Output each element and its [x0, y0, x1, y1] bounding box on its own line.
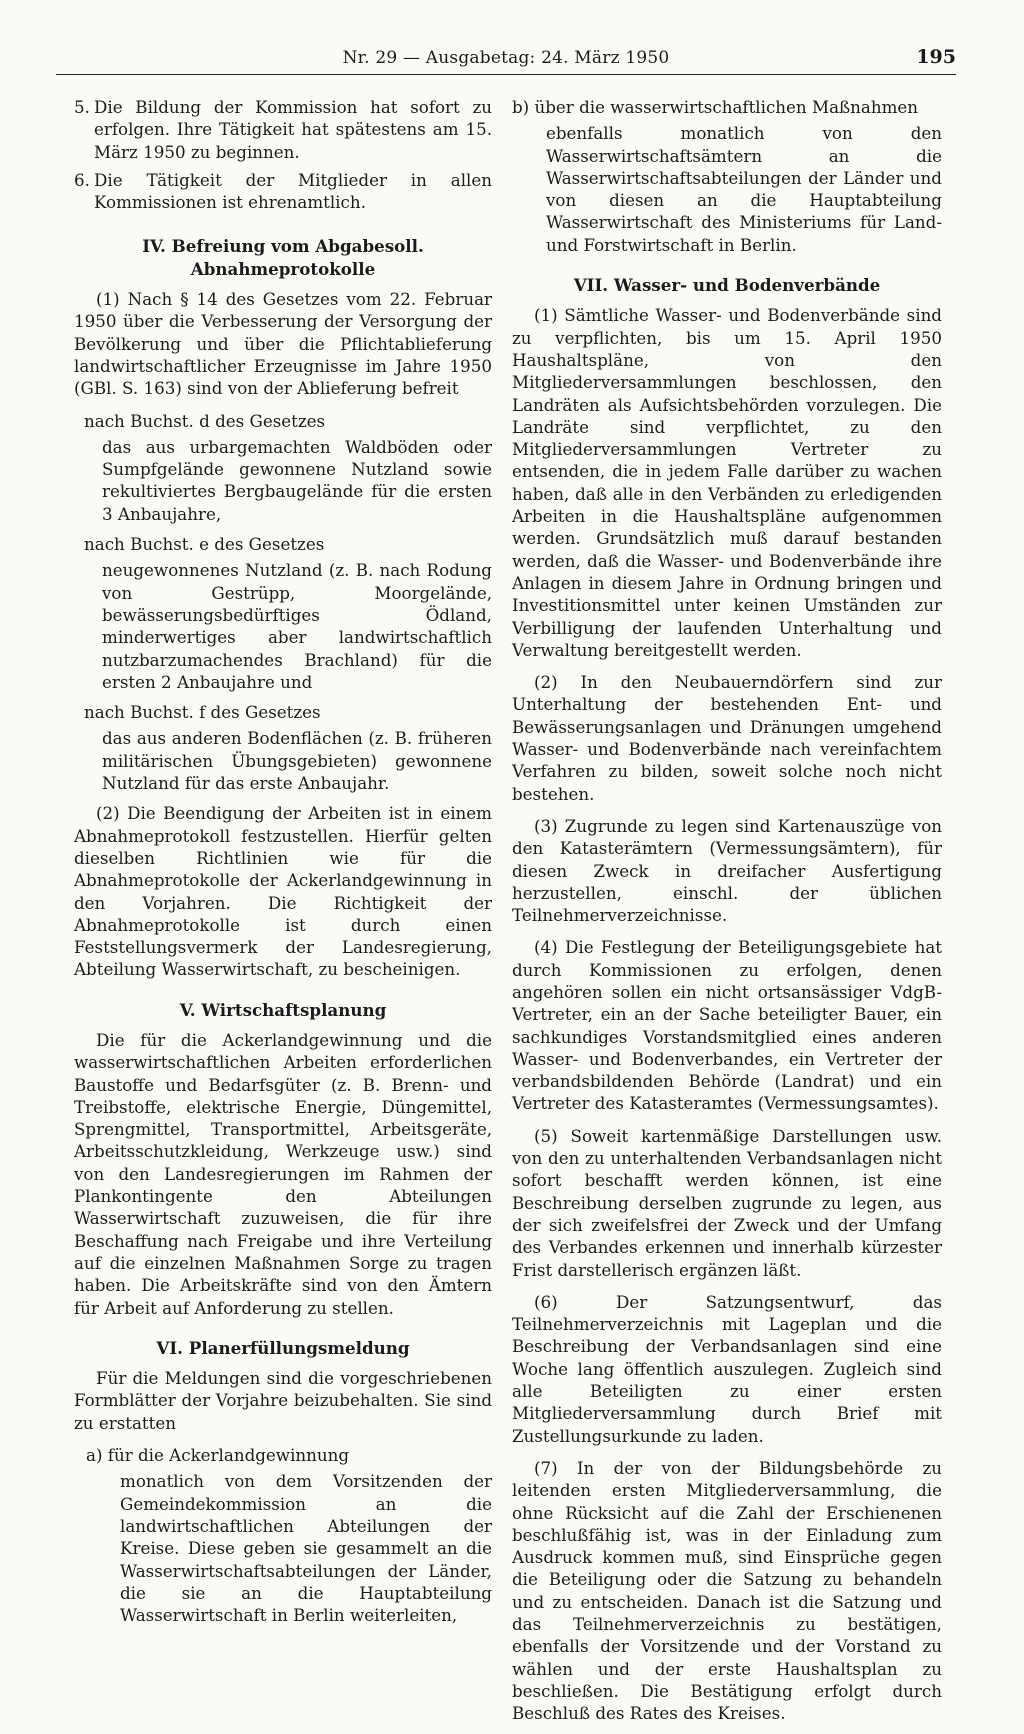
section-7-paragraph-5: (5) Soweit kartenmäßige Darstellungen usw. von den zu unterhaltenden Verbandsanlagen nicht sofort beschafft werden können, ist eine Beschreibung derselben zugrunde zu legen, aus der sich zweifelsfrei der Zweck und der Umfang des Verbandes erkennen und innerhalb kürzester Frist darstellerisch ergänzen läßt.: [512, 1125, 942, 1280]
buchst-e-label: nach Buchst. e des Gesetzes: [84, 534, 325, 555]
buchst-d-label: nach Buchst. d des Gesetzes: [84, 410, 326, 431]
section-6-heading: VI. Planerfüllungsmeldung: [156, 1337, 410, 1358]
section-5-paragraph: Die für die Ackerlandgewinnung und die wasserwirtschaftlichen Arbeiten erforderlichen Baustoffe und Bedarfsgüter (z. B. Brenn- und Treibstoffe, elektrische Energie, Düngemittel, Sprengmittel, Transportmittel, Arbeitsgeräte, Arbeitsschutzkleidung, Werkzeuge usw.) sind von den Landesregierungen im Rahmen der Plankontingente den Abteilungen Wasserwirtschaft zuzuweisen, die für ihre Beschaffung nach Freigabe und ihre Verteilung auf die einzelnen Maßnahmen Sorge zu tragen haben. Die Arbeitskräfte sind von den Ämtern für Arbeit auf Anforderung zu stellen.: [74, 1029, 492, 1318]
buchst-f-text: das aus anderen Bodenflächen (z. B. früheren militärischen Übungsgebieten) gewonnene Nutzland für das erste Anbaujahr.: [102, 728, 492, 794]
item-b-text: ebenfalls monatlich von den Wasserwirtschaftsämtern an die Wasserwirtschaftsabteilungen der Länder und von diesen an die Hauptabteilung Wasserwirtschaft des Ministeriums für Land- und Forstwirtschaft in Berlin.: [546, 123, 942, 255]
list-number: 6.: [74, 169, 90, 190]
list-text: Die Tätigkeit der Mitglieder in allen Kommissionen ist ehrenamtlich.: [94, 169, 492, 213]
buchst-f-label: nach Buchst. f des Gesetzes: [84, 702, 321, 723]
right-column: [512, 96, 942, 1734]
section-7-paragraph-3: (3) Zugrunde zu legen sind Kartenauszüge von den Katasterämtern (Vermessungsämtern), für diesen Zweck in dreifacher Ausfertigung herzustellen, einschl. der üblichen Teilnehmerverzeichnisse.: [512, 815, 942, 926]
buchst-e-text: neugewonnenes Nutzland (z. B. nach Rodung von Gestrüpp, Moorgelände, bewässerungsbedürftiges Ödland, minderwertiges aber landwirtschaftlich nutzbarzumachendes Brachland) für die ersten 2 Anbaujahre und: [102, 560, 492, 692]
item-b-label: b) über die wasserwirtschaftlichen Maßnahmen: [512, 97, 919, 117]
section-7-paragraph-2: (2) In den Neubauerndörfern sind zur Unterhaltung der bestehenden Ent- und Bewässerungsanlagen und Dränungen umgehend Wasser- und Bodenverbände nach vereinfachtem Verfahren zu bilden, soweit solche noch nicht bestehen.: [512, 672, 942, 804]
list-number: 5.: [74, 97, 90, 117]
section-4-heading-line1: IV. Befreiung vom Abgabesoll.: [142, 236, 424, 257]
section-7-paragraph-4: (4) Die Festlegung der Beteiligungsgebiete hat durch Kommissionen zu erfolgen, denen angehören sollen ein nicht ortsansässiger VdgB-Vertreter, ein an der Sache beteiligter Bauer, ein sachkundiges Vorstandsmitglied eines anderen Wasser- und Bodenverbandes, ein Vertreter der verbandsbildenden Behörde (Landrat) und ein Vertreter des Katasteramtes (Vermessungsamtes).: [512, 937, 942, 1114]
section-7-paragraph-6: (6) Der Satzungsentwurf, das Teilnehmerverzeichnis mit Lageplan und die Beschreibung der Verbandsanlagen sind eine Woche lang öffentlich auszulegen. Zugleich sind alle Beteiligten zu einer ersten Mitgliederversammlung durch Brief mit Zustellungsurkunde zu laden.: [512, 1291, 942, 1446]
left-column: [74, 96, 492, 1636]
list-text: Die Bildung der Kommission hat sofort zu erfolgen. Ihre Tätigkeit hat spätestens am 15. März 1950 zu beginnen.: [94, 97, 492, 162]
section-6-paragraph: Für die Meldungen sind die vorgeschriebenen Formblätter der Vorjahre beizubehalten. Sie sind zu erstatten: [74, 1368, 492, 1433]
section-7-paragraph-7: (7) In der von der Bildungsbehörde zu leitenden ersten Mitgliederversammlung, die ohne Rücksicht auf die Zahl der Erschienenen beschlußfähig ist, was in der Einladung zum Ausdruck kommen muß, sind Einsprüche gegen die Beteiligung oder die Satzung zu behandeln und zu entscheiden. Danach ist die Satzung und das Teilnehmerverzeichnis zu bestätigen, ebenfalls der Vorsitzende und der Vorstand zu wählen und der erste Haushaltsplan zu beschließen. Die Bestätigung erfolgt durch Beschluß des Rates des Kreises.: [512, 1457, 942, 1724]
section-5-heading: V. Wirtschaftsplanung: [179, 999, 387, 1020]
section-7-heading: VII. Wasser- und Bodenverbände: [573, 275, 881, 296]
section-4-paragraph-2: (2) Die Beendigung der Arbeiten ist in einem Abnahmeprotokoll festzustellen. Hierfür gelten dieselben Richtlinien wie für die Abnahmeprotokolle der Ackerlandgewinnung in den Vorjahren. Die Richtigkeit der Abnahmeprotokolle ist durch einen Feststellungsvermerk der Landesregierung, Abteilung Wasserwirtschaft, zu bescheinigen.: [74, 803, 492, 980]
header-rule: [56, 74, 956, 75]
page-number: 195: [916, 46, 956, 68]
list-item-5: [74, 96, 492, 163]
issue-line: Nr. 29 — Ausgabetag: 24. März 1950: [342, 48, 670, 68]
page-header: [56, 44, 956, 74]
section-4-paragraph-1: (1) Nach § 14 des Gesetzes vom 22. Februar 1950 über die Verbesserung der Versorgung der Bevölkerung und über die Pflichtablieferung landwirtschaftlicher Erzeugnisse im Jahre 1950 (GBl. S. 163) sind von der Ablieferung befreit: [74, 289, 492, 399]
list-item-6: [74, 169, 492, 214]
buchst-d-text: das aus urbargemachten Waldböden oder Sumpfgelände gewonnene Nutzland sowie rekultiviertes Bergbaugelände für die ersten 3 Anbaujahre,: [102, 436, 492, 524]
item-a-text: monatlich von dem Vorsitzenden der Gemeindekommission an die landwirtschaftlichen Abteilungen der Kreise. Diese geben sie gesammelt an die Wasserwirtschaftsabteilungen der Länder, die sie an die Hauptabteilung Wasserwirtschaft in Berlin weiterleiten,: [120, 1471, 492, 1626]
section-7-paragraph-1: (1) Sämtliche Wasser- und Bodenverbände sind zu verpflichten, bis um 15. April 1950 Haushaltspläne, von den Mitgliederversammlungen beschlossen, den Landräten als Aufsichtsbehörden vorzulegen. Die Landräte sind verpflichtet, zu den Mitgliederversammlungen Vertreter zu entsenden, die in jedem Falle darüber zu wachen haben, daß alle in den Verbänden zu erledigenden Arbeiten in die Haushaltspläne aufgenommen werden. Grundsätzlich muß darauf bestanden werden, daß die Wasser- und Bodenverbände ihre Anlagen in diesem Jahre in Ordnung bringen und Investitionsmittel unter keinen Umständen zur Verbilligung der laufenden Unterhaltung und Verwaltung bereitgestellt werden.: [512, 305, 942, 660]
item-a-label: a) für die Ackerlandgewinnung: [86, 1445, 350, 1466]
section-4-heading-line2: Abnahmeprotokolle: [190, 258, 376, 279]
